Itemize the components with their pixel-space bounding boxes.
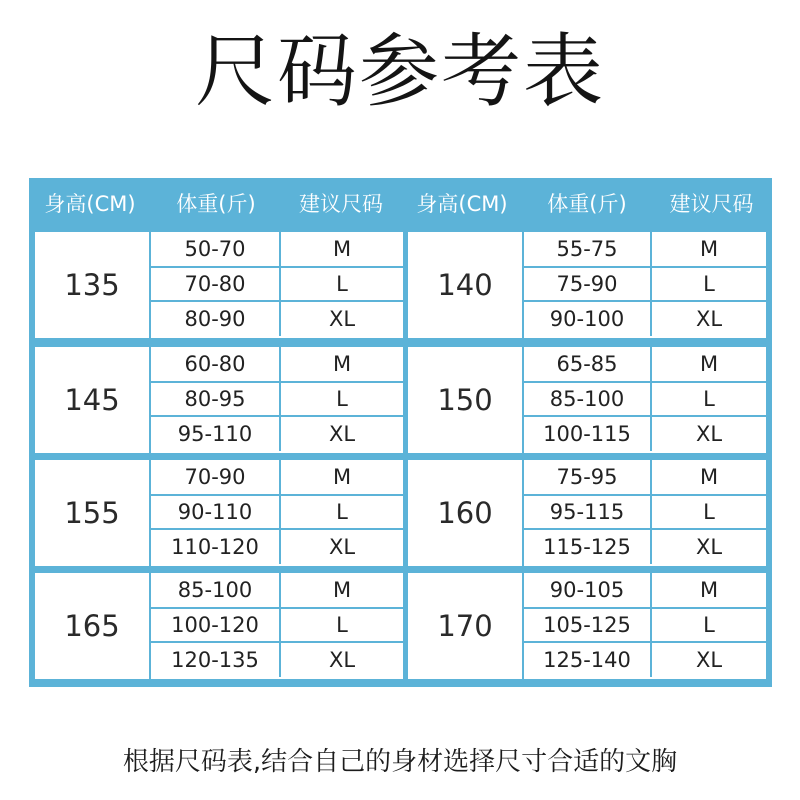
page-title: 尺码参考表	[195, 25, 605, 118]
weight-range: 80-90	[151, 302, 281, 336]
table-row	[524, 607, 766, 641]
size-group-right	[408, 460, 766, 566]
size-label: XL	[695, 535, 723, 559]
weight-range: 90-100	[524, 302, 652, 336]
header-weight: 体重(斤)	[547, 192, 627, 216]
weight-range: 85-100	[151, 573, 281, 607]
table-row	[524, 494, 766, 528]
weight-range: 100-120	[151, 609, 281, 641]
table-row	[524, 300, 766, 336]
size-group-left	[35, 460, 403, 566]
table-header	[29, 178, 772, 230]
weight-range: 90-105	[524, 573, 652, 607]
table-row	[524, 415, 766, 451]
size-label: M	[699, 352, 719, 376]
weight-range: 95-110	[151, 417, 281, 451]
size-label: M	[699, 578, 719, 602]
weight-range: 70-80	[151, 268, 281, 300]
table-row	[151, 607, 403, 641]
size-group-left	[35, 347, 403, 453]
table-row	[524, 460, 766, 494]
size-group-right	[408, 573, 766, 679]
size-label: M	[332, 465, 352, 489]
weight-range: 75-90	[524, 268, 652, 300]
footer-note: 根据尺码表,结合自己的身材选择尺寸合适的文胸	[122, 747, 678, 777]
weight-range: 55-75	[524, 232, 652, 266]
size-label: XL	[328, 648, 356, 672]
height-value: 145	[35, 347, 151, 453]
size-label: L	[336, 272, 348, 296]
height-value: 150	[408, 347, 524, 453]
table-row	[151, 528, 403, 564]
table-row	[524, 573, 766, 607]
size-label: XL	[695, 648, 723, 672]
height-value: 160	[408, 460, 524, 566]
size-label: L	[336, 387, 348, 411]
size-label: XL	[328, 307, 356, 331]
size-label: M	[332, 352, 352, 376]
table-row	[524, 641, 766, 677]
size-label: L	[703, 272, 715, 296]
header-height: 身高(CM)	[416, 192, 508, 216]
size-label: M	[699, 237, 719, 261]
size-group	[35, 460, 766, 566]
height-value: 135	[35, 232, 151, 338]
weight-range: 110-120	[151, 530, 281, 564]
size-group	[35, 573, 766, 679]
weight-range: 50-70	[151, 232, 281, 266]
size-label: XL	[695, 422, 723, 446]
size-label: M	[699, 465, 719, 489]
size-group-right	[408, 232, 766, 338]
table-row	[151, 641, 403, 677]
size-label: L	[336, 500, 348, 524]
height-value: 155	[35, 460, 151, 566]
weight-range: 75-95	[524, 460, 652, 494]
header-weight: 体重(斤)	[176, 192, 256, 216]
weight-range: 80-95	[151, 383, 281, 415]
table-row	[151, 381, 403, 415]
size-group-right	[408, 347, 766, 453]
table-row	[524, 266, 766, 300]
table-row	[151, 232, 403, 266]
weight-range: 60-80	[151, 347, 281, 381]
size-group-left	[35, 232, 403, 338]
weight-range: 70-90	[151, 460, 281, 494]
table-row	[151, 494, 403, 528]
height-value: 165	[35, 573, 151, 679]
table-row	[151, 300, 403, 336]
size-label: M	[332, 578, 352, 602]
size-label: M	[332, 237, 352, 261]
weight-range: 115-125	[524, 530, 652, 564]
table-row	[524, 528, 766, 564]
table-row	[524, 347, 766, 381]
weight-range: 65-85	[524, 347, 652, 381]
table-row	[524, 381, 766, 415]
header-size: 建议尺码	[669, 192, 754, 216]
table-row	[151, 347, 403, 381]
weight-range: 85-100	[524, 383, 652, 415]
table-row	[524, 232, 766, 266]
size-group-left	[35, 573, 403, 679]
size-label: L	[703, 387, 715, 411]
weight-range: 95-115	[524, 496, 652, 528]
size-label: L	[336, 613, 348, 637]
size-label: L	[703, 500, 715, 524]
weight-range: 105-125	[524, 609, 652, 641]
size-label: XL	[328, 535, 356, 559]
size-label: XL	[328, 422, 356, 446]
weight-range: 90-110	[151, 496, 281, 528]
height-value: 170	[408, 573, 524, 679]
size-label: L	[703, 613, 715, 637]
size-group	[35, 232, 766, 338]
weight-range: 100-115	[524, 417, 652, 451]
header-size: 建议尺码	[299, 192, 383, 216]
weight-range: 120-135	[151, 643, 281, 677]
table-row	[151, 460, 403, 494]
height-value: 140	[408, 232, 524, 338]
size-chart-table	[29, 178, 772, 687]
table-row	[151, 573, 403, 607]
table-row	[151, 266, 403, 300]
size-group	[35, 347, 766, 453]
table-row	[151, 415, 403, 451]
weight-range: 125-140	[524, 643, 652, 677]
header-height: 身高(CM)	[44, 192, 136, 216]
size-label: XL	[695, 307, 723, 331]
